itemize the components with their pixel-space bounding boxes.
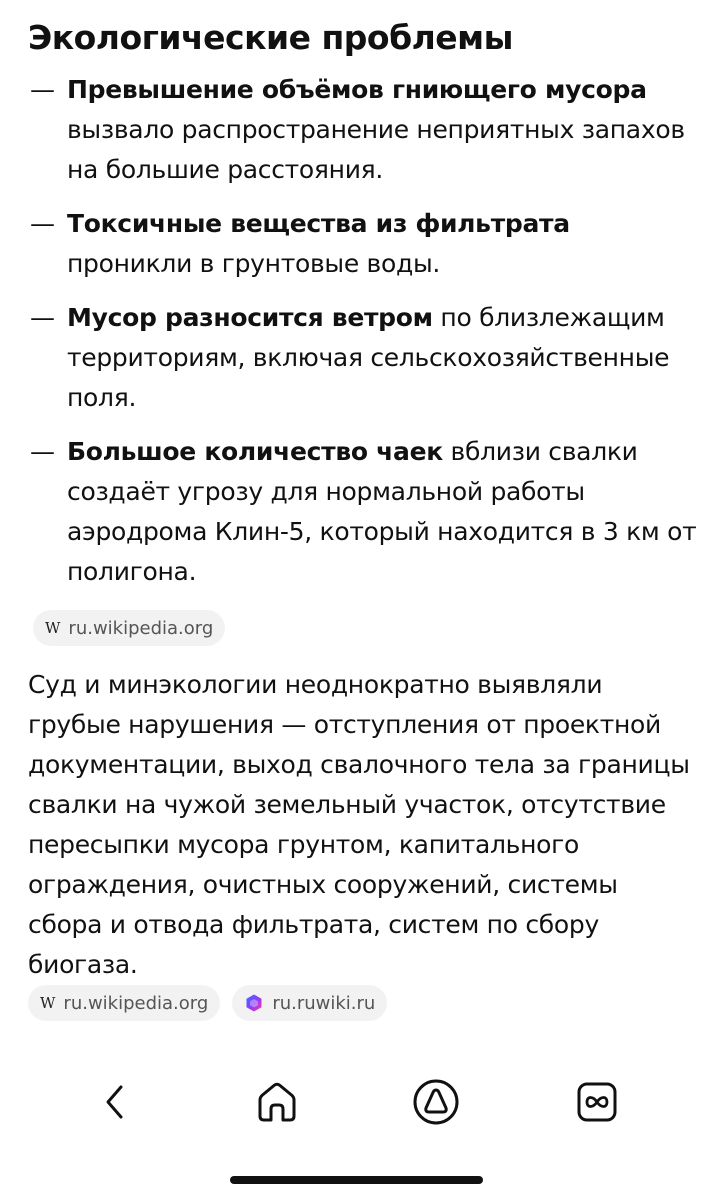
alice-assistant-button[interactable] xyxy=(404,1070,468,1134)
source-label: ru.wikipedia.org xyxy=(68,617,214,639)
list-item xyxy=(0,432,713,592)
source-label: ru.ruwiki.ru xyxy=(272,992,376,1014)
item-text: вблизи свалки создаёт угрозу для нормальной работы аэродрома Клин-5, который находится в 3 км от полигона. xyxy=(67,437,697,586)
source-label: ru.wikipedia.org xyxy=(63,992,209,1014)
item-bold-text: Превышение объёмов гниющего мусора xyxy=(67,75,647,104)
item-bold-text: Большое количество чаек xyxy=(67,437,443,466)
back-arrow-icon xyxy=(96,1082,136,1122)
home-indicator[interactable] xyxy=(230,1176,483,1184)
source-chip-wikipedia[interactable] xyxy=(28,985,220,1021)
item-bold-text: Токсичные вещества из фильтрата xyxy=(67,209,570,238)
item-text: по близлежащим территориям, включая сельскохозяйственные поля. xyxy=(67,303,670,412)
source-chips xyxy=(28,985,387,1021)
item-text: вызвало распространение неприятных запахов на большие расстояния. xyxy=(67,115,685,184)
list-item xyxy=(0,204,713,284)
list-dash: — xyxy=(30,209,55,238)
item-text: проникли в грунтовые воды. xyxy=(67,249,441,278)
list-dash: — xyxy=(30,75,55,104)
list-dash: — xyxy=(30,303,55,332)
wikipedia-icon: W xyxy=(40,994,56,1012)
source-chip-wikipedia[interactable] xyxy=(33,610,225,646)
item-bold-text: Мусор разносится ветром xyxy=(67,303,433,332)
list-item xyxy=(0,70,713,190)
body-paragraph: Суд и минэкологии неоднократно выявляли грубые нарушения — отступления от проектной документации, выход свалочного тела за границы свалки на чужой земельный участок, отсутствие пересыпки мусора грунтом, капитального ограждения, очистных сооружений, системы сбора и отвода фильтрата, систем по сбору биогаза. xyxy=(28,670,690,979)
tabs-button[interactable] xyxy=(565,1070,629,1134)
home-button[interactable] xyxy=(245,1070,309,1134)
source-chips xyxy=(33,610,225,646)
section-title: Экологические проблемы xyxy=(28,18,513,57)
alice-assistant-icon xyxy=(412,1078,460,1126)
problem-list xyxy=(0,70,713,606)
source-chip-ruwiki[interactable] xyxy=(232,985,387,1021)
home-icon xyxy=(254,1079,300,1125)
ruwiki-icon xyxy=(244,993,264,1013)
wikipedia-icon: W xyxy=(45,619,61,637)
back-button[interactable] xyxy=(84,1070,148,1134)
list-dash: — xyxy=(30,437,55,466)
bottom-navigation xyxy=(0,1060,713,1150)
tabs-icon xyxy=(575,1080,619,1124)
list-item xyxy=(0,298,713,418)
